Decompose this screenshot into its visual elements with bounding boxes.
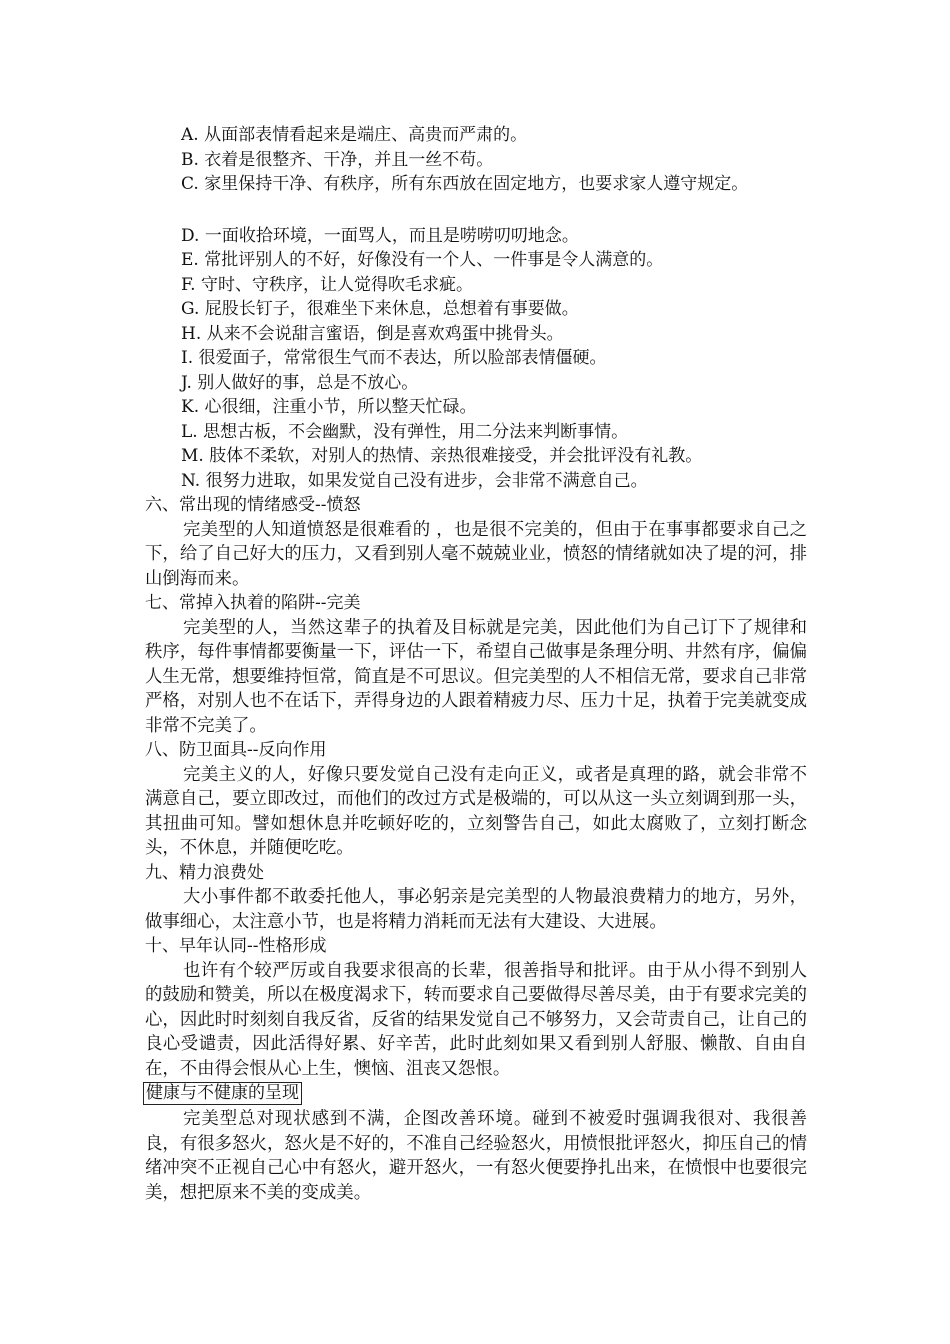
trait-list	[145, 123, 825, 493]
list-item: E. 常批评别人的不好，好像没有一个人、一件事是令人满意的。	[181, 250, 664, 270]
health-body: 完美型总对现状感到不满，企图改善环境。碰到不被爱时强调我很对、我很善良，有很多怒火，怒火是不好的，不准自己经验怒火，用愤恨批评怒火，抑压自己的情绪冲突不正视自己心中有怒火，避开怒火，一有怒火便要挣扎出来，在愤恨中也要很完美，想把原来不美的变成美。	[145, 1109, 807, 1203]
section-early-identification	[145, 934, 825, 1081]
section-body: 也许有个较严厉或自我要求很高的长辈，很善指导和批评。由于从小得不到别人的鼓励和赞美，所以在极度渴求下，转而要求自己要做得尽善尽美，由于有要求完美的心，因此时时刻刻自我反省，反省的结果发觉自己不够努力，又会苛责自己，让自己的良心受谴责，因此活得好累、好辛苦，此时此刻如果又看到别人舒服、懒散、自由自在，不由得会恨从心上生，懊恼、沮丧又怨恨。	[145, 960, 807, 1079]
health-heading: 健康与不健康的呈现	[143, 1082, 302, 1105]
section-heading: 七、常掉入执着的陷阱--完美	[145, 593, 361, 613]
section-heading: 八、防卫面具--反向作用	[145, 740, 327, 760]
section-heading: 十、早年认同--性格形成	[145, 936, 327, 956]
document-page	[145, 123, 825, 1205]
list-item: I. 很爱面子，常常很生气而不表达，所以脸部表情僵硬。	[181, 348, 607, 368]
list-item: D. 一面收拾环境，一面骂人，而且是唠唠叨叨地念。	[181, 225, 579, 246]
list-item: M. 肢体不柔软，对别人的热情、亲热很难接受，并会批评没有礼教。	[181, 446, 703, 466]
list-item: K. 心很细，注重小节，所以整天忙碌。	[181, 397, 477, 417]
section-body: 完美型的人知道愤怒是很难看的 ，也是很不完美的，但由于在事事都要求自己之下，给了自己好大的压力，又看到别人毫不兢兢业业，愤怒的情绪就如决了堤的河，排山倒海而来。	[145, 519, 807, 589]
list-item: B. 衣着是很整齐、干净，并且一丝不苟。	[181, 149, 494, 170]
list-item: F. 守时、守秩序，让人觉得吹毛求疵。	[181, 274, 473, 295]
section-body: 大小事件都不敢委托他人，事必躬亲是完美型的人物最浪费精力的地方，另外，做事细心，太注意小节，也是将精力消耗而无法有大建设、大进展。	[145, 887, 807, 932]
section-defense-mask	[145, 738, 825, 861]
health-heading-row	[145, 1081, 825, 1107]
section-energy-waste	[145, 861, 825, 935]
section-heading: 六、常出现的情绪感受--愤怒	[145, 495, 361, 515]
list-item: A. 从面部表情看起来是端庄、高贵而严肃的。	[181, 125, 528, 145]
list-item: J. 别人做好的事，总是不放心。	[181, 372, 419, 393]
list-item: N. 很努力进取，如果发觉自己没有进步，会非常不满意自己。	[181, 470, 648, 491]
list-item: L. 思想古板，不会幽默，没有弹性，用二分法来判断事情。	[181, 421, 629, 442]
section-heading: 九、精力浪费处	[145, 862, 264, 883]
section-anger	[145, 493, 825, 591]
list-item: H. 从来不会说甜言蜜语，倒是喜欢鸡蛋中挑骨头。	[181, 323, 564, 344]
section-body: 完美主义的人，好像只要发觉自己没有走向正义，或者是真理的路，就会非常不满意自己，要立即改过，而他们的改过方式是极端的，可以从这一头立刻调到那一头，其扭曲可知。譬如想休息并吃顿好吃的，立刻警告自己，如此太腐败了，立刻打断念头，不休息，并随便吃吃。	[145, 764, 807, 858]
section-perfection-trap	[145, 591, 825, 738]
list-item: G. 屁股长钉子，很难坐下来休息，总想着有事要做。	[181, 299, 579, 319]
section-body: 完美型的人，当然这辈子的执着及目标就是完美，因此他们为自己订下了规律和秩序，每件事情都要衡量一下，评估一下，希望自己做事是条理分明、井然有序，偏偏人生无常，想要维持恒常，简直是不可思议。但完美型的人不相信无常，要求自己非常严格，对别人也不在话下，弄得身边的人跟着精疲力尽、压力十足，执着于完美就变成非常不完美了。	[145, 617, 807, 736]
list-item: C. 家里保持干净、有秩序，所有东西放在固定地方，也要求家人遵守规定。	[181, 174, 749, 194]
section-health	[145, 1081, 825, 1205]
